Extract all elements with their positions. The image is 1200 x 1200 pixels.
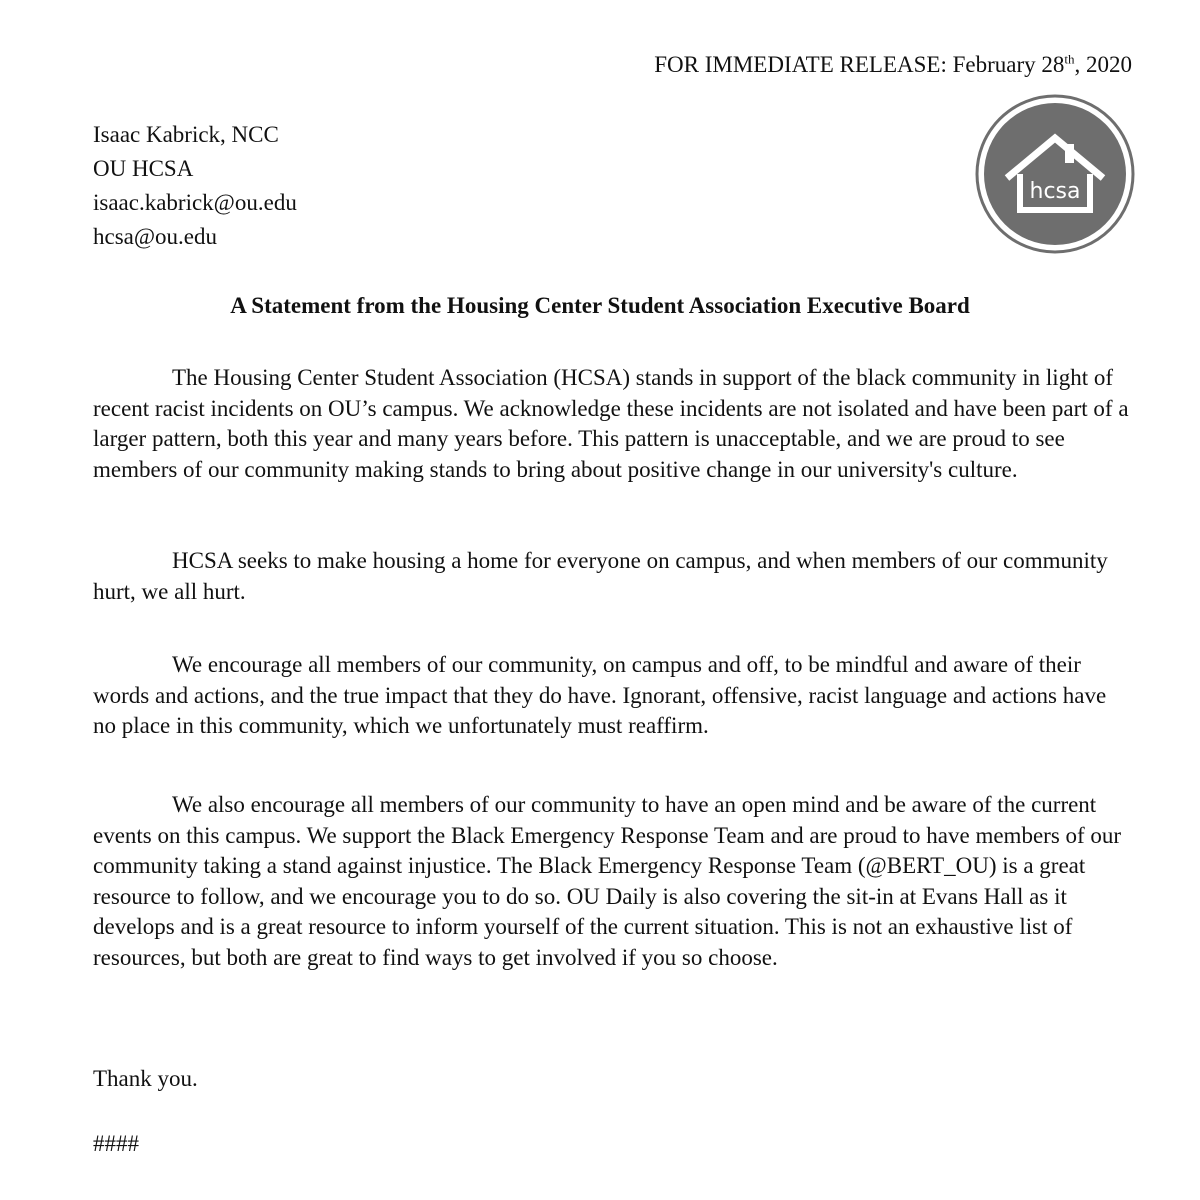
paragraph-home: HCSA seeks to make housing a home for everyone on campus, and when members of our community hurt, we all hurt. bbox=[93, 548, 1108, 604]
closing-thanks: Thank you. bbox=[93, 1066, 198, 1091]
contact-email-org: hcsa@ou.edu bbox=[93, 224, 218, 249]
logo-text: hcsa bbox=[1029, 179, 1081, 204]
release-year: , 2020 bbox=[1074, 52, 1132, 77]
contact-name: Isaac Kabrick, NCC bbox=[93, 122, 279, 147]
release-date-line bbox=[654, 52, 1132, 78]
hcsa-logo bbox=[975, 94, 1135, 254]
contact-block bbox=[93, 118, 297, 254]
contact-email-personal: isaac.kabrick@ou.edu bbox=[93, 190, 297, 215]
paragraph-resources: We also encourage all members of our community to have an open mind and be aware of the current events on this campus. We support the Black Emergency Response Team and are proud to have members of our community taking a stand against injustice. The Black Emergency Response Team (@BERT_OU) is a great resource to follow, and we encourage you to do so. OU Daily is also covering the sit-in at Evans Hall as it develops and is a great resource to inform yourself of the current situation. This is not an exhaustive list of resources, but both are great to find ways to get involved if you so choose. bbox=[93, 792, 1122, 970]
end-mark: #### bbox=[93, 1131, 139, 1156]
paragraph-support: The Housing Center Student Association (HCSA) stands in support of the black community in light of recent racist incidents on OU’s campus. We acknowledge these incidents are not isolated and have been part of a larger pattern, both this year and many years before. This pattern is unacceptable, and we are proud to see members of our community making stands to bring about positive change in our university's culture. bbox=[93, 365, 1129, 482]
release-ordinal: th bbox=[1064, 51, 1075, 67]
contact-org: OU HCSA bbox=[93, 156, 194, 181]
statement-title: A Statement from the Housing Center Student Association Executive Board bbox=[230, 293, 970, 318]
release-label: FOR IMMEDIATE RELEASE: February 28 bbox=[654, 52, 1065, 77]
paragraph-encourage-mindful: We encourage all members of our community, on campus and off, to be mindful and aware of their words and actions, and the true impact that they do have. Ignorant, offensive, racist language and actions have no place in this community, which we unfortunately must reaffirm. bbox=[93, 652, 1107, 738]
logo-disc bbox=[984, 103, 1126, 245]
